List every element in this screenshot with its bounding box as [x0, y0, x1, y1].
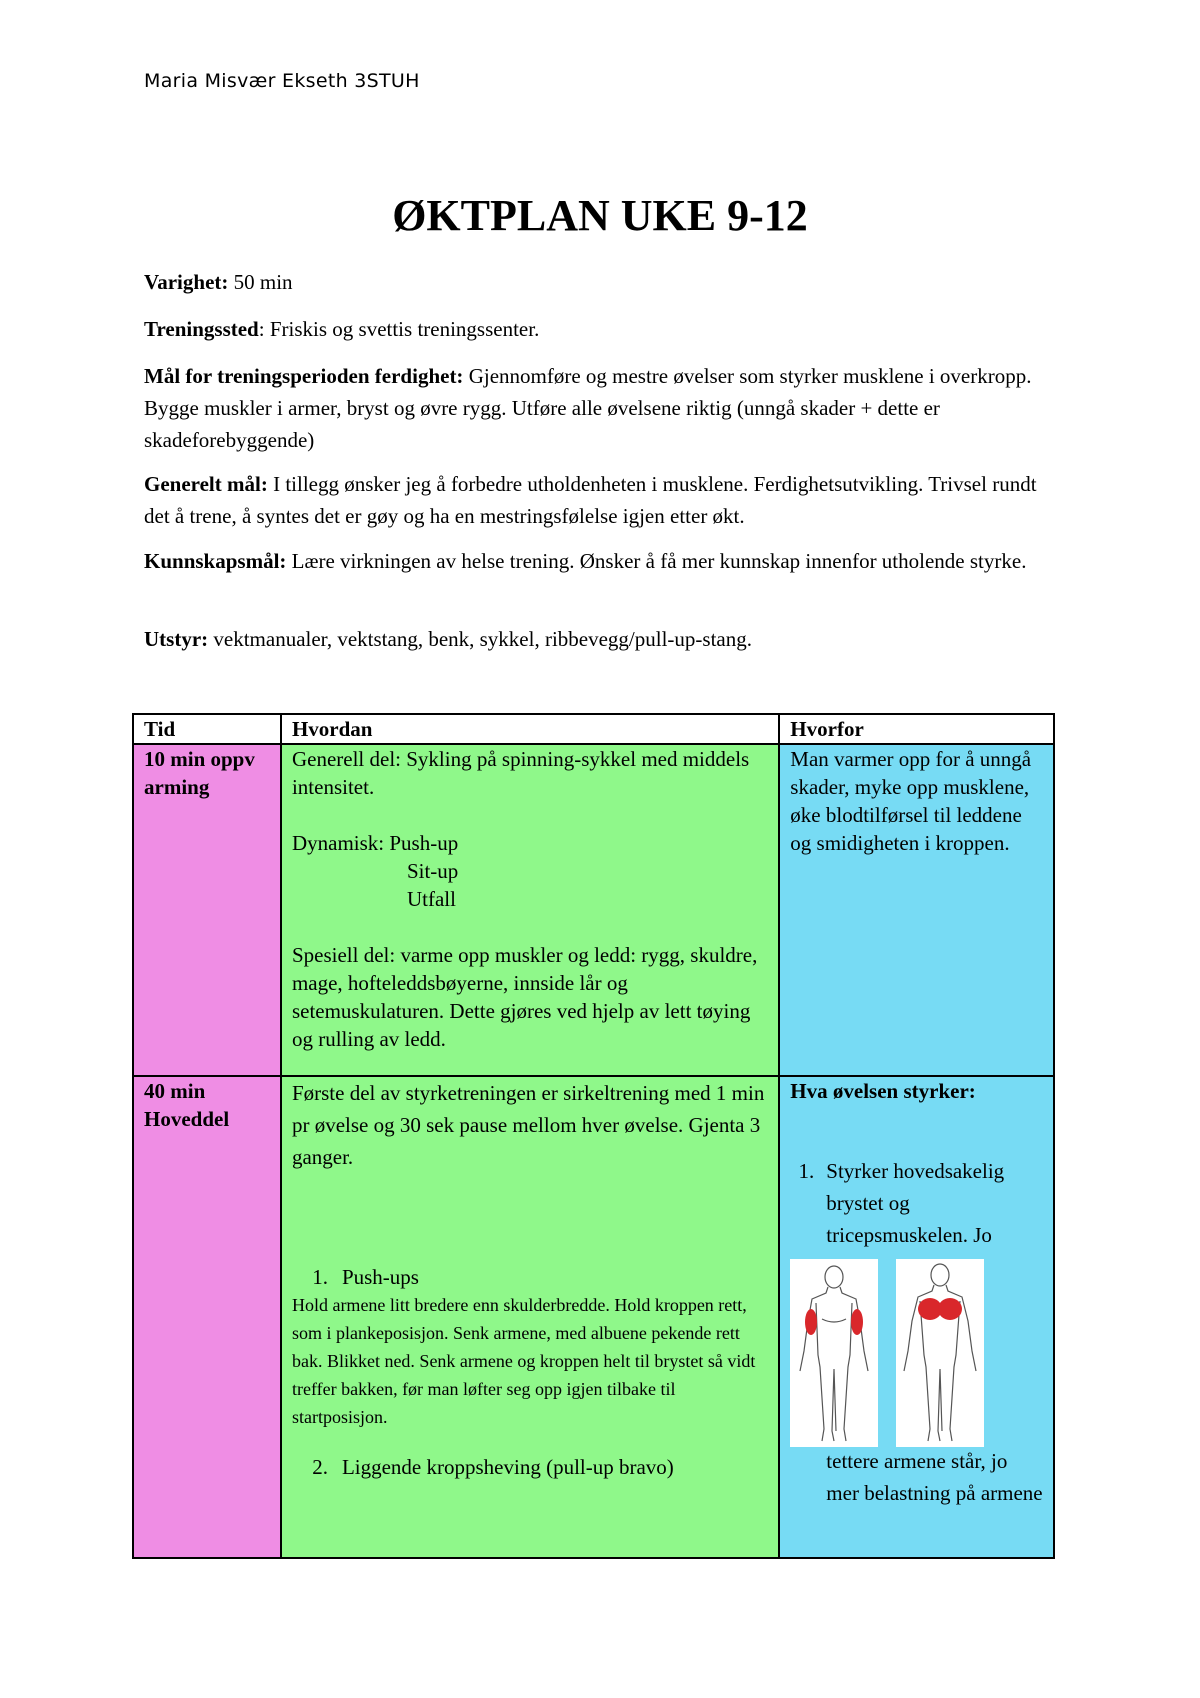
- warmup-how-cell: [281, 744, 779, 1076]
- exercise-2-name: Liggende kroppsheving (pull-up bravo): [341, 1455, 674, 1479]
- duration-value: 50 min: [228, 270, 293, 294]
- equipment-label: Utstyr:: [144, 627, 209, 651]
- table-row-warmup: [133, 744, 1054, 1076]
- meta-location: [144, 313, 1064, 345]
- main-why-title: Hva øvelsen styrker:: [790, 1079, 976, 1103]
- warmup-dynamic-situp: Sit-up: [406, 859, 459, 883]
- meta-knowledge-goal: [144, 545, 1064, 577]
- why-item-1-number: 1.: [798, 1159, 815, 1183]
- location-label: Treningssted: [144, 317, 259, 341]
- meta-skill-goal: [144, 360, 1064, 456]
- warmup-special: Spesiell del: varme opp muskler og ledd: rygg, skuldre, mage, hofteleddsbøyerne, innside lår og setemuskulaturen. Dette gjøres ved hjelp av lett tøying og rulling av ledd.: [291, 943, 758, 1051]
- header-hvorfor: Hvorfor: [779, 714, 1054, 744]
- session-plan-table: [132, 713, 1055, 1559]
- author-header: Maria Misvær Ekseth 3STUH: [144, 70, 420, 92]
- location-value: : Friskis og svettis treningssenter.: [258, 317, 540, 341]
- main-time: 40 min Hoveddel: [144, 1079, 230, 1131]
- warmup-why-cell: [779, 744, 1054, 1076]
- exercise-2-number: 2.: [312, 1455, 328, 1479]
- warmup-time-cell: [133, 744, 281, 1076]
- why-item-1-continued: tettere armene står, jo mer belastning på armene: [826, 1449, 1043, 1505]
- exercise-1-number: 1.: [312, 1265, 328, 1289]
- exercise-1: [292, 1263, 768, 1291]
- exercise-1-description: Hold armene litt bredere enn skulderbredde. Hold kroppen rett, som i plankeposisjon. Senk armene, med albuene pekende rett bak. Blikket ned. Senk armene og kroppen helt til brystet så vidt treffer bakken, før man løfter seg opp igjen tilbake til startposisjon.: [291, 1295, 756, 1427]
- table-row-main: [133, 1076, 1054, 1558]
- duration-label: Varighet:: [144, 270, 229, 294]
- chest-body-diagram: [896, 1259, 984, 1447]
- meta-duration: [144, 266, 1064, 298]
- warmup-why: Man varmer opp for å unngå skader, myke opp musklene, øke blodtilførsel til leddene og smidigheten i kroppen.: [790, 747, 1032, 855]
- muscle-figures: [790, 1259, 1043, 1447]
- table-header-row: [133, 714, 1054, 744]
- skill-goal-value: Gjennomføre og mestre øvelser som styrker musklene i overkropp. Bygge muskler i armer, bryst og øvre rygg. Utføre alle øvelsene riktig (unngå skader + dette er skadeforebyggende): [144, 364, 1032, 452]
- meta-equipment: [144, 623, 1064, 655]
- why-item-1: [790, 1155, 1043, 1251]
- meta-general-goal: [144, 468, 1064, 532]
- why-item-1-text: Styrker hovedsakelig brystet og tricepsmuskelen. Jo: [826, 1159, 1005, 1247]
- general-goal-label: Generelt mål:: [144, 472, 268, 496]
- warmup-dynamic: Dynamisk: Push-up: [291, 831, 459, 855]
- skill-goal-label: Mål for treningsperioden ferdighet:: [144, 364, 464, 388]
- warmup-time: 10 min oppvarming: [144, 747, 255, 799]
- body-diagram-triceps-icon: [790, 1259, 878, 1447]
- knowledge-goal-value: Lære virkningen av helse trening. Ønsker å få mer kunnskap innenfor utholende styrke.: [286, 549, 1027, 573]
- header-hvordan: Hvordan: [281, 714, 779, 744]
- main-how-cell: [281, 1076, 779, 1558]
- main-time-cell: [133, 1076, 281, 1558]
- knowledge-goal-label: Kunnskapsmål:: [144, 549, 287, 573]
- warmup-dynamic-lunge: Utfall: [406, 887, 456, 911]
- header-tid: Tid: [133, 714, 281, 744]
- exercise-1-name: Push-ups: [341, 1265, 419, 1289]
- triceps-body-diagram: [790, 1259, 878, 1447]
- body-diagram-chest-icon: [896, 1259, 984, 1447]
- page-title: ØKTPLAN UKE 9-12: [392, 191, 808, 240]
- exercise-2: [292, 1453, 768, 1481]
- general-goal-value: I tillegg ønsker jeg å forbedre utholdenheten i musklene. Ferdighetsutvikling. Trivsel rundt det å trene, å syntes det er gøy og ha en mestringsfølelse igjen etter økt.: [144, 472, 1037, 528]
- main-intro: Første del av styrketreningen er sirkeltrening med 1 min pr øvelse og 30 sek pause mellom hver øvelse. Gjenta 3 ganger.: [291, 1081, 765, 1169]
- equipment-value: vektmanualer, vektstang, benk, sykkel, ribbevegg/pull-up-stang.: [208, 627, 752, 651]
- warmup-general: Generell del: Sykling på spinning-sykkel med middels intensitet.: [291, 747, 750, 799]
- main-why-cell: [779, 1076, 1054, 1558]
